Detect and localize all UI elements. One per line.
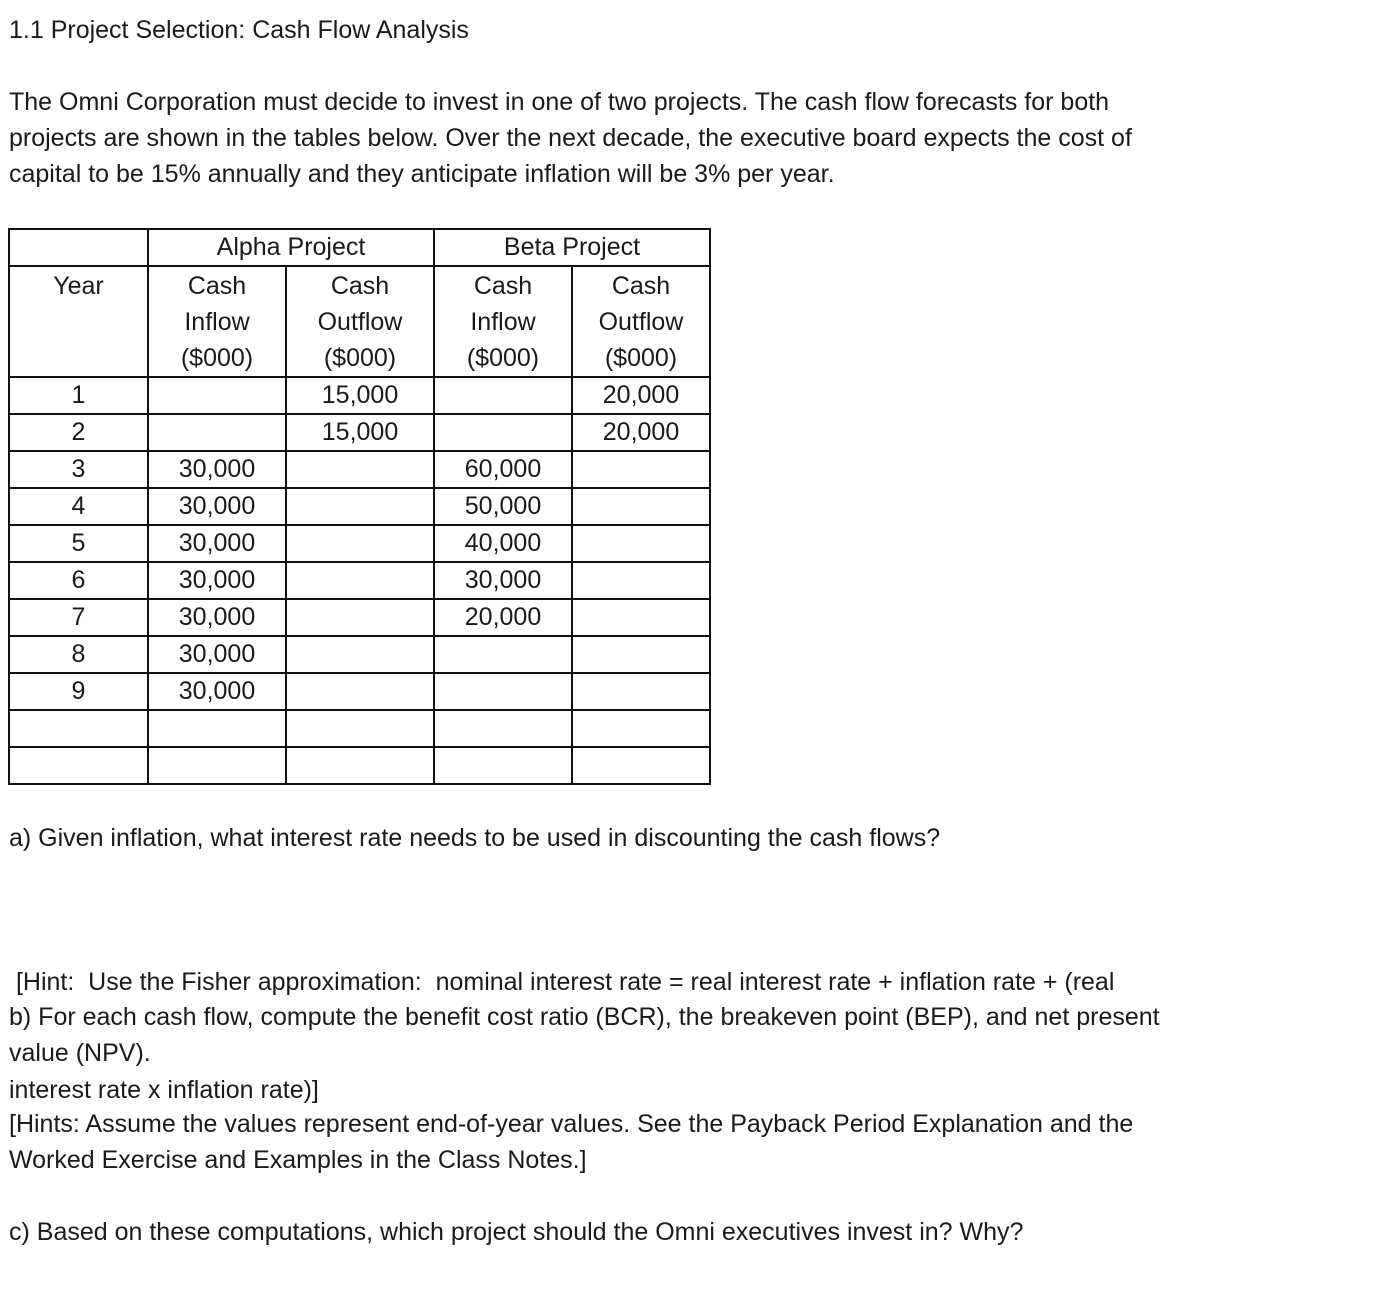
table-row (9, 710, 710, 747)
year-header (9, 266, 148, 377)
header-line: ($000) (323, 344, 397, 372)
intro-line: capital to be 15% annually and they anticipate inflation will be 3% per year. (9, 160, 835, 188)
beta-inflow-cell (434, 377, 572, 414)
table-row (9, 562, 710, 599)
alpha-outflow-cell (286, 636, 434, 673)
header-line: Outflow (317, 308, 403, 336)
alpha-inflow-cell: 30,000 (148, 488, 286, 525)
page-title: 1.1 Project Selection: Cash Flow Analysis (9, 16, 469, 44)
question-c (9, 1214, 1023, 1250)
beta-inflow-header (434, 266, 572, 377)
beta-outflow-cell (572, 636, 710, 673)
table-row (9, 636, 710, 673)
alpha-inflow-cell (148, 710, 286, 747)
header-line: Cash (330, 272, 390, 300)
beta-outflow-cell: 20,000 (572, 377, 710, 414)
beta-inflow-cell: 40,000 (434, 525, 572, 562)
question-b (9, 999, 1160, 1071)
question-a-line: a) Given inflation, what interest rate needs to be used in discounting the cash flows? (9, 824, 941, 852)
hint-b-line: Worked Exercise and Examples in the Class Notes.] (9, 1146, 587, 1174)
alpha-inflow-header (148, 266, 286, 377)
alpha-inflow-cell: 30,000 (148, 562, 286, 599)
beta-project-header: Beta Project (434, 229, 710, 266)
header-line: ($000) (466, 344, 540, 372)
question-c-line: c) Based on these computations, which project should the Omni executives invest in? Why? (9, 1218, 1024, 1246)
question-b-line: value (NPV). (9, 1039, 151, 1067)
beta-outflow-cell (572, 599, 710, 636)
year-cell: 4 (9, 488, 148, 525)
alpha-outflow-cell (286, 525, 434, 562)
year-cell: 2 (9, 414, 148, 451)
alpha-inflow-cell (148, 414, 286, 451)
alpha-outflow-cell (286, 747, 434, 784)
question-a (9, 820, 940, 856)
hint-b (9, 1106, 1133, 1178)
alpha-inflow-cell: 30,000 (148, 673, 286, 710)
year-cell: 6 (9, 562, 148, 599)
beta-outflow-cell (572, 525, 710, 562)
table-row (9, 525, 710, 562)
header-line: Inflow (184, 308, 250, 336)
blank-header-cell (9, 229, 148, 266)
year-header-label: Year (53, 272, 104, 300)
beta-inflow-cell (434, 636, 572, 673)
table-row (9, 599, 710, 636)
table-row (9, 377, 710, 414)
hint-a-line: interest rate x inflation rate)] (9, 1076, 319, 1104)
hint-b-line: [Hints: Assume the values represent end-of-year values. See the Payback Period Explanation and the (9, 1110, 1134, 1138)
alpha-inflow-cell (148, 747, 286, 784)
header-line: Outflow (598, 308, 684, 336)
hint-a-line: [Hint: Use the Fisher approximation: nominal interest rate = real interest rate + inflation rate + (real (9, 968, 1115, 996)
beta-outflow-cell: 20,000 (572, 414, 710, 451)
beta-outflow-cell (572, 710, 710, 747)
year-cell (9, 710, 148, 747)
beta-outflow-cell (572, 451, 710, 488)
alpha-outflow-cell (286, 673, 434, 710)
intro-line: projects are shown in the tables below. Over the next decade, the executive board expects the cost of (9, 124, 1132, 152)
alpha-outflow-cell (286, 599, 434, 636)
year-cell: 9 (9, 673, 148, 710)
alpha-project-header: Alpha Project (148, 229, 434, 266)
question-b-line: b) For each cash flow, compute the benefit cost ratio (BCR), the breakeven point (BEP), and net present (9, 1003, 1160, 1031)
header-line: ($000) (604, 344, 678, 372)
table-row (9, 673, 710, 710)
header-line: Cash (473, 272, 533, 300)
cash-flow-table (8, 228, 711, 785)
table-row (9, 414, 710, 451)
beta-inflow-cell: 30,000 (434, 562, 572, 599)
header-line: Inflow (470, 308, 536, 336)
alpha-outflow-cell: 15,000 (286, 414, 434, 451)
alpha-inflow-cell: 30,000 (148, 451, 286, 488)
year-cell: 3 (9, 451, 148, 488)
beta-inflow-cell (434, 710, 572, 747)
alpha-outflow-cell: 15,000 (286, 377, 434, 414)
alpha-outflow-cell (286, 451, 434, 488)
year-cell: 8 (9, 636, 148, 673)
alpha-outflow-header (286, 266, 434, 377)
beta-inflow-cell: 20,000 (434, 599, 572, 636)
beta-inflow-cell (434, 747, 572, 784)
alpha-outflow-cell (286, 710, 434, 747)
beta-outflow-cell (572, 562, 710, 599)
alpha-outflow-cell (286, 562, 434, 599)
alpha-inflow-cell: 30,000 (148, 636, 286, 673)
beta-outflow-header (572, 266, 710, 377)
beta-inflow-cell (434, 414, 572, 451)
header-line: Cash (187, 272, 247, 300)
alpha-inflow-cell: 30,000 (148, 599, 286, 636)
beta-outflow-cell (572, 673, 710, 710)
beta-inflow-cell: 60,000 (434, 451, 572, 488)
group-header-row (9, 229, 710, 266)
year-cell: 1 (9, 377, 148, 414)
column-header-row (9, 266, 710, 377)
beta-outflow-cell (572, 747, 710, 784)
year-cell (9, 747, 148, 784)
table-row (9, 488, 710, 525)
year-cell: 7 (9, 599, 148, 636)
header-line: Cash (611, 272, 671, 300)
alpha-inflow-cell: 30,000 (148, 525, 286, 562)
intro-line: The Omni Corporation must decide to invest in one of two projects. The cash flow forecasts for both (9, 88, 1110, 116)
beta-inflow-cell (434, 673, 572, 710)
alpha-inflow-cell (148, 377, 286, 414)
intro-paragraph (9, 84, 1132, 192)
header-line: ($000) (180, 344, 254, 372)
table-row (9, 747, 710, 784)
table-row (9, 451, 710, 488)
beta-inflow-cell: 50,000 (434, 488, 572, 525)
beta-outflow-cell (572, 488, 710, 525)
alpha-outflow-cell (286, 488, 434, 525)
year-cell: 5 (9, 525, 148, 562)
